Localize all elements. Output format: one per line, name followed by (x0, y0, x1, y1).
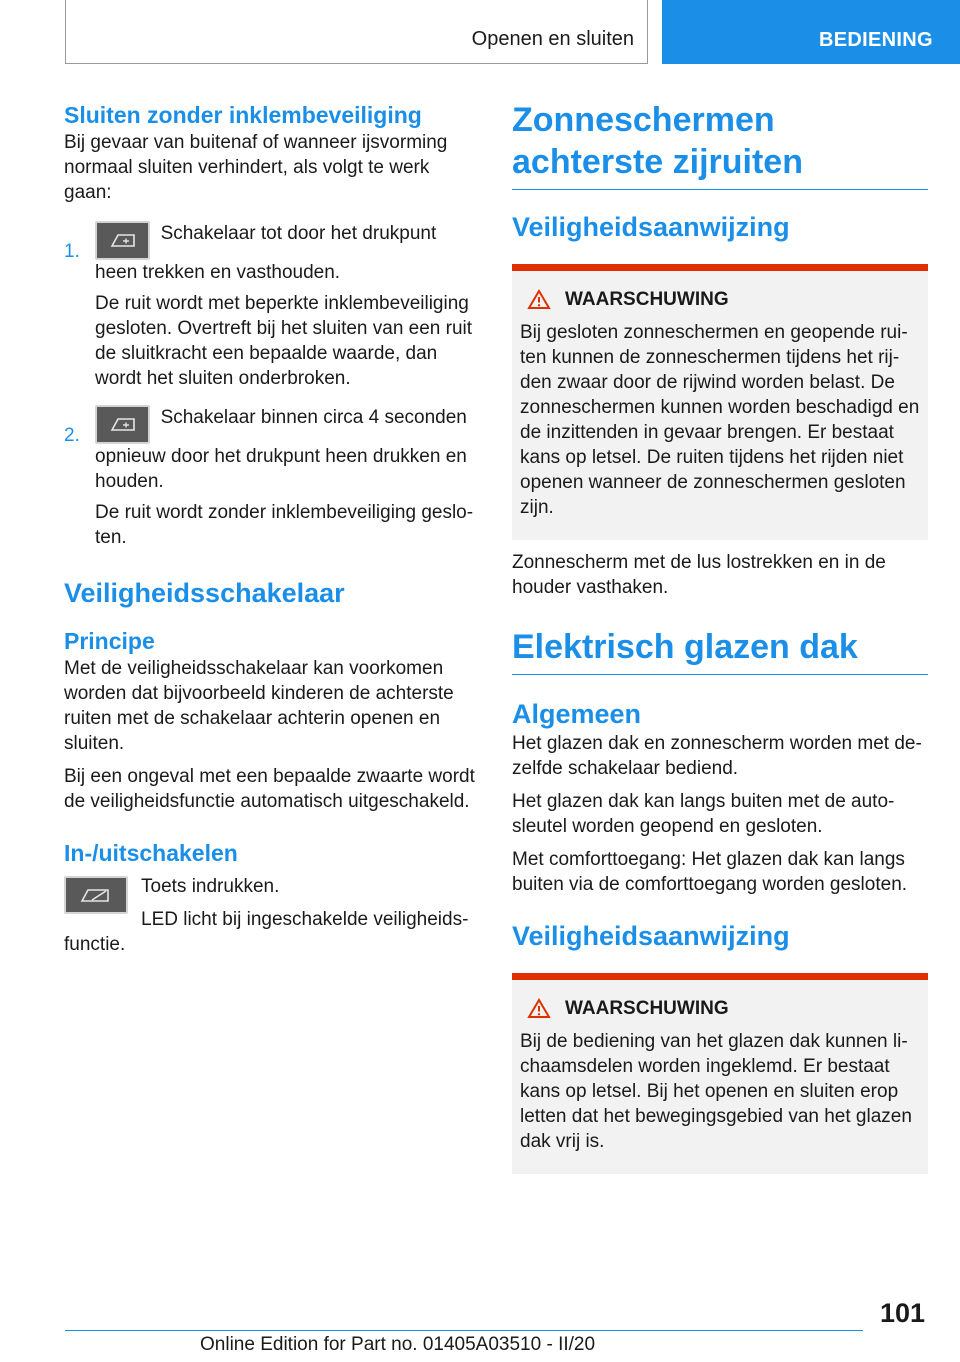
general-paragraph-2: Het glazen dak kan langs buiten met de auto‐sleutel worden geopend en gesloten. (512, 791, 895, 837)
toggle-paragraph-1: Toets indrukken. (141, 876, 280, 897)
safety-note-heading-2: Veiligheidsaanwijzing (512, 921, 790, 951)
sunblind-instruction: Zonnescherm met de lus lostrekken en in de houder vasthaken. (512, 552, 886, 598)
step-1 (64, 221, 478, 391)
warning-title: WAARSCHUWING (565, 289, 729, 310)
toggle-paragraph-2: LED licht bij ingeschakelde veiligheids‐functie. (64, 909, 469, 955)
divider (512, 189, 928, 190)
principle-heading: Principe (64, 628, 155, 654)
step-2 (64, 405, 478, 550)
section-title: Openen en sluiten (471, 28, 634, 50)
warning-triangle-icon (527, 289, 551, 310)
step-text: Schakelaar tot door het drukpunt heen trekken en vasthouden. (95, 223, 437, 283)
closing-intro: Bij gevaar van buitenaf of wanneer ijsvorming normaal sluiten verhindert, als volgt te werk gaan: (64, 132, 448, 203)
safety-note-heading: Veiligheidsaanwijzing (512, 212, 790, 242)
roof-heading: Elektrisch glazen dak (512, 628, 858, 666)
principle-paragraph-2: Bij een ongeval met een bepaalde zwaarte wordt de veiligheidsfunctie automatisch uitgeschakeld. (64, 766, 475, 812)
toggle-block (64, 874, 478, 957)
edition-text: Online Edition for Part no. 01405A03510 - II/20 (200, 1334, 596, 1355)
safety-switch-icon (64, 876, 128, 914)
warning-text: Bij gesloten zonneschermen en geopende rui‐ten kunnen de zonneschermen tijdens het rij‐den zwaar door de rijwind worden belast. De zonneschermen kunnen worden beschadigd en de inzittenden in gevaar brengen. Er bestaat kans op letsel. De ruiten tijdens het rijden niet openen wanneer de zonneschermen gesloten zijn. (520, 322, 920, 518)
closing-heading: Sluiten zonder inklembeveiliging (64, 102, 422, 128)
warning-box (512, 264, 928, 540)
step-number: 2. (64, 425, 80, 446)
divider (512, 674, 928, 675)
warning-title: WAARSCHUWING (565, 998, 729, 1019)
footer-divider (65, 1330, 863, 1331)
safety-switch-heading: Veiligheidsschakelaar (64, 578, 345, 608)
principle-paragraph-1: Met de veiligheidsschakelaar kan voorkomen worden dat bijvoorbeeld kinderen de achterste ruiten met de schakelaar achterin openen en sluiten. (64, 658, 454, 754)
page-number: 101 (880, 1298, 926, 1328)
step-result: De ruit wordt zonder inklembeveiliging geslo‐ten. (95, 502, 474, 548)
step-number: 1. (64, 241, 80, 262)
general-heading: Algemeen (512, 699, 642, 729)
warning-triangle-icon (527, 998, 551, 1019)
warning-box (512, 973, 928, 1174)
window-switch-icon (95, 405, 150, 444)
window-switch-icon (95, 221, 150, 260)
chapter-tab[interactable]: BEDIENING (662, 0, 960, 64)
step-text: Schakelaar binnen circa 4 seconden opnieuw door het drukpunt heen drukken en houden. (95, 407, 467, 492)
general-paragraph-3: Met comforttoegang: Het glazen dak kan langs buiten via de comforttoegang worden gesloten. (512, 849, 908, 895)
left-column (64, 100, 478, 957)
general-paragraph-1: Het glazen dak en zonnescherm worden met de‐zelfde schakelaar bediend. (512, 733, 922, 779)
sunblinds-heading: Zonneschermen achterste zijruiten (512, 101, 803, 181)
toggle-heading: In-/uitschakelen (64, 840, 238, 866)
warning-text: Bij de bediening van het glazen dak kunnen li‐chaamsdelen worden ingeklemd. Er bestaat kans op letsel. Bij het openen en sluiten erop letten dat het bewegingsgebied van het glazen dak vrij is. (520, 1031, 912, 1152)
step-result: De ruit wordt met beperkte inklembeveiliging gesloten. Overtreft bij het sluiten van een ruit de sluitkracht een bepaalde waarde, dan wordt het sluiten onderbroken. (95, 293, 473, 389)
right-column (512, 100, 928, 1174)
